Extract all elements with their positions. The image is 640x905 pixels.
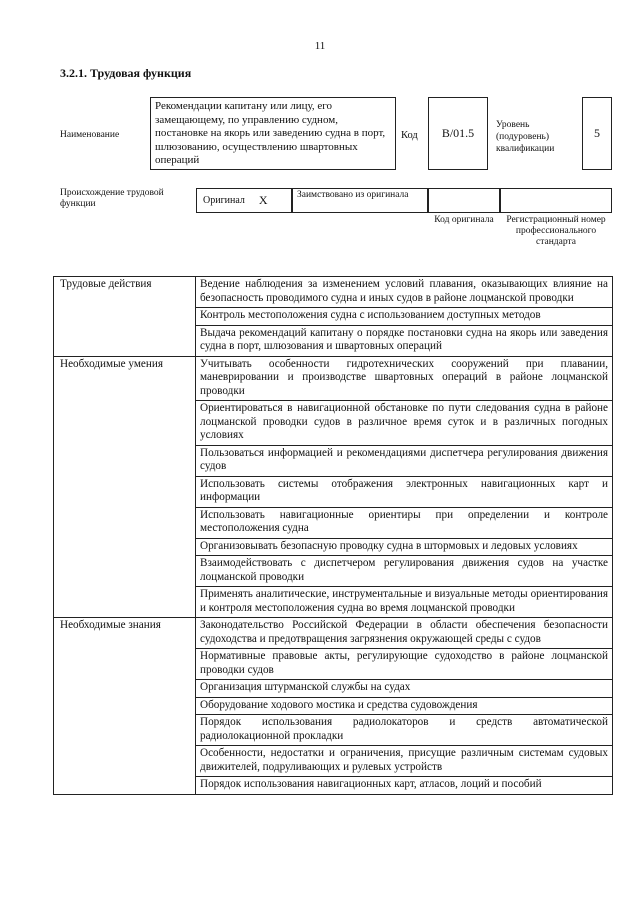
level-label: Уровень (подуровень) квалификации [496,120,555,154]
item-text: Особенности, недостатки и ограничения, присущие различным системам судовых движителей, подруливающих и рулевых устройств [196,746,613,777]
borrowed-cell: Заимствовано из оригинала [292,188,428,213]
name-label: Наименование [60,130,120,140]
item-text: Контроль местоположения судна с использованием доступных методов [196,308,613,326]
item-text: Учитывать особенности гидротехнических сооружений при плавании, маневрировании и производстве швартовных операций в районе лоцманской проводки [196,356,613,401]
item-text: Применять аналитические, инструментальные и визуальные методы ориентирования и контроля местоположения судна во время лоцманской проводки [196,587,613,618]
item-text: Организация штурманской службы на судах [196,680,613,698]
item-text: Порядок использования радиолокаторов и средств автоматической радиолокационной прокладки [196,715,613,746]
original-cell [196,188,292,213]
item-text: Выдача рекомендаций капитану о порядке постановки судна на якорь или заведения судна в порт, шлюзования и швартовных операций [196,325,613,356]
item-text: Организовывать безопасную проводку судна в штормовых и ледовых условиях [196,538,613,556]
original-mark: X [258,193,268,207]
category-required-knowledge: Необходимые знания [54,618,196,795]
function-details-table [53,276,613,795]
item-text: Законодательство Российской Федерации в области обеспечения безопасности судоходства и предотвращения загрязнения окружающей среды с судов [196,618,613,649]
original-code-cell [428,188,500,213]
item-text: Нормативные правовые акты, регулирующие судоходство в районе лоцманской проводки судов [196,649,613,680]
table-row [54,277,613,308]
item-text: Пользоваться информацией и рекомендациями диспетчера регулирования движения судов [196,445,613,476]
page-number: 11 [314,40,326,52]
registration-number-caption: Регистрационный номер профессионального стандарта [506,215,606,247]
level-value-box: 5 [582,97,612,170]
item-text: Ориентироваться в навигационной обстановке по пути следования судна в районе лоцманской проводки судов в различное время суток и в различных погодных условиях [196,401,613,446]
original-label: Оригинал [203,195,245,206]
original-code-caption: Код оригинала [434,215,494,225]
section-heading: 3.2.1. Трудовая функция [60,66,192,80]
item-text: Ведение наблюдения за изменением условий плавания, оказывающих влияние на безопасность проводимого судна и иных судов в районе лоцманской проводки [196,277,613,308]
function-name-box: Рекомендации капитану или лицу, его замещающему, по управлению судном, постановке на якорь или заведению судна в порт, шлюзованию, осуществлению швартовных операций [150,97,396,170]
item-text: Порядок использования навигационных карт, атласов, лоций и пособий [196,777,613,795]
item-text: Использовать навигационные ориентиры при определении и контроле местоположения судна [196,507,613,538]
registration-number-cell [500,188,612,213]
item-text: Оборудование ходового мостика и средства судовождения [196,697,613,715]
code-label: Код [401,130,418,141]
function-code-box: B/01.5 [428,97,488,170]
item-text: Взаимодействовать с диспетчером регулирования движения судов на участке лоцманской проводки [196,556,613,587]
table-row [54,356,613,401]
category-labor-actions: Трудовые действия [54,277,196,357]
origin-label: Происхождение трудовой функции [60,188,164,209]
item-text: Использовать системы отображения электронных навигационных карт и информации [196,476,613,507]
table-row [54,618,613,649]
category-required-skills: Необходимые умения [54,356,196,618]
